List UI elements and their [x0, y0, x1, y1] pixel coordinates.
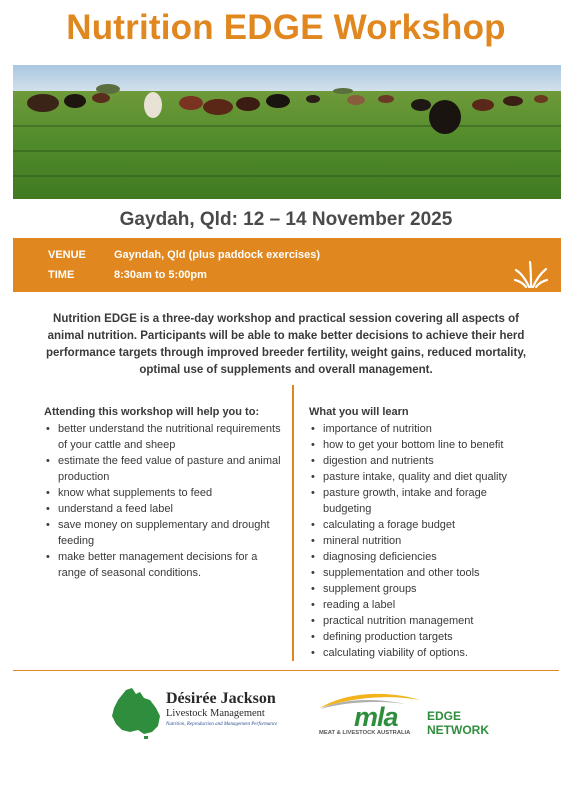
list-item: • diagnosing deficiencies: [311, 551, 437, 563]
list-item: • save money on supplementary and drought feeding: [46, 519, 270, 547]
list-item: • estimate the feed value of pasture and animal production: [46, 455, 281, 483]
intro-paragraph: Nutrition EDGE is a three-day workshop and practical session covering all aspects of animal nutrition. Participants will be able to make better decisions to achieve their herd performance targets through improved breeder fertility, weight gains, reduced mortality, optimal use of supplements and overall management.: [45, 313, 527, 376]
details-band: [13, 238, 561, 292]
mla-subtitle: MEAT & LIVESTOCK AUSTRALIA: [319, 730, 411, 736]
list-item: • better understand the nutritional requirements of your cattle and sheep: [46, 423, 281, 451]
list-item: • reading a label: [311, 599, 396, 611]
list-item: • supplementation and other tools: [311, 567, 480, 579]
list-item: • how to get your bottom line to benefit: [311, 439, 504, 451]
list-item: • calculating a forage budget: [311, 519, 456, 531]
venue-value: Gayndah, Qld (plus paddock exercises): [114, 249, 321, 261]
list-item: • mineral nutrition: [311, 535, 402, 547]
list-item: • make better management decisions for a range of seasonal conditions.: [46, 551, 258, 579]
list-item: • know what supplements to feed: [46, 487, 213, 499]
dj-name: Désirée Jackson: [166, 690, 276, 707]
list-item: • calculating viability of options.: [311, 647, 468, 659]
venue-label: VENUE: [48, 249, 86, 261]
list-item: • pasture growth, intake and forage budgeting: [311, 487, 487, 515]
column-divider: [292, 385, 294, 661]
mla-logo: [316, 690, 426, 742]
event-date-location: Gaydah, Qld: 12 – 14 November 2025: [119, 209, 453, 230]
benefits-column: [44, 404, 282, 581]
edge-network-label: [427, 709, 489, 737]
australia-map-icon: [108, 686, 164, 740]
footer-divider: [13, 670, 559, 671]
list-item: • importance of nutrition: [311, 423, 432, 435]
desiree-jackson-logo: [108, 686, 278, 740]
dj-subtitle: Livestock Management: [166, 708, 265, 719]
list-item: • practical nutrition management: [311, 615, 474, 627]
learn-column: [309, 404, 531, 661]
list-item: • digestion and nutrients: [311, 455, 434, 467]
cattle-photo-illustration: [13, 65, 561, 199]
benefits-heading: Attending this workshop will help you to:: [44, 406, 260, 418]
list-item: • supplement groups: [311, 583, 417, 595]
mla-wordmark: mla: [354, 702, 398, 732]
time-label: TIME: [48, 269, 75, 281]
learn-heading: What you will learn: [309, 406, 409, 418]
list-item: • pasture intake, quality and diet quality: [311, 471, 508, 483]
edge-line1: EDGE: [427, 709, 462, 723]
dj-tagline: Nutrition, Reproduction and Management Performance: [166, 722, 278, 727]
wheat-icon: [514, 260, 548, 288]
edge-line2: NETWORK: [427, 723, 489, 737]
page-title: Nutrition EDGE Workshop: [66, 8, 506, 47]
benefits-list: [44, 421, 282, 581]
time-value: 8:30am to 5:00pm: [114, 269, 207, 281]
list-item: • understand a feed label: [46, 503, 173, 515]
list-item: • defining production targets: [311, 631, 453, 643]
learn-list: [309, 421, 531, 661]
cattle-paddock-photo: [13, 65, 561, 199]
